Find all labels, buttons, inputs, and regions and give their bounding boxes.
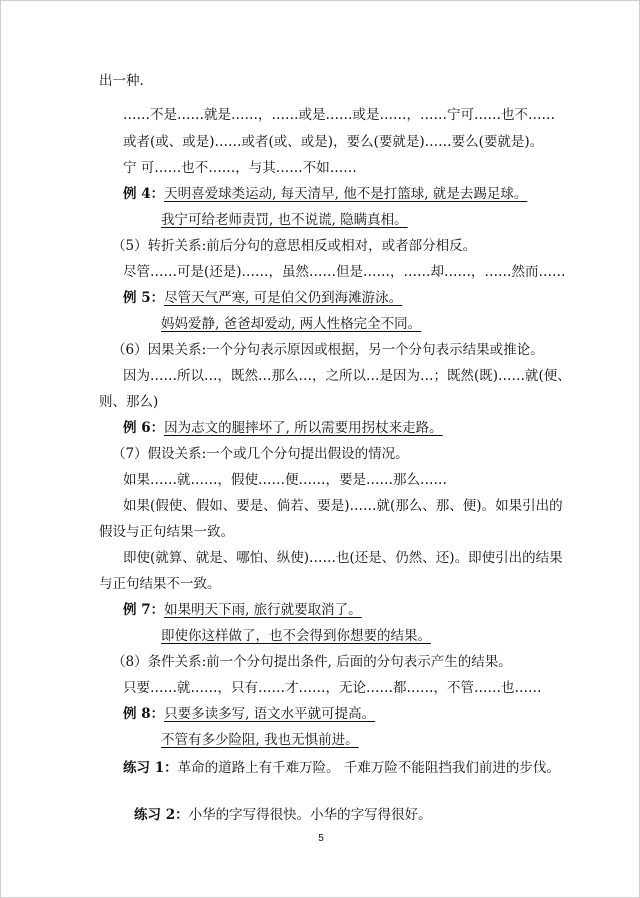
text-line: 出一种. [99, 73, 144, 89]
category-6 [112, 340, 544, 360]
example-sentence: 我宁可给老师责罚, 也不说谎, 隐瞒真相。 [161, 212, 408, 228]
example-sentence: 尽管天气严寒, 可是伯父仍到海滩游泳。 [164, 290, 403, 306]
page-number: 5 [318, 833, 324, 844]
example-label: 例 7： [123, 602, 165, 618]
text-line: 与正句结果不一致。 [99, 576, 221, 592]
example-sentence: 因为志文的腿摔坏了, 所以需要用拐杖来走路。 [164, 420, 443, 436]
example-5-second [161, 314, 421, 334]
category-5 [112, 236, 476, 256]
example-label: 例 6： [123, 420, 165, 436]
text-line: 如果……就……，假使……便……，要是……那么…… [123, 472, 447, 488]
text-line: 则、那么) [99, 394, 159, 410]
example-8-second [161, 730, 359, 750]
text-line: 即使(就算、就是、哪怕、纵使)……也(还是、仍然、还)。即使引出的结果 [123, 550, 563, 566]
example-7 [123, 600, 362, 620]
category-label: 因果关系 [147, 342, 202, 358]
text-line: 尽管……可是(还是)……，虽然……但是……，……却……，……然而…… [123, 264, 566, 280]
example-sentence: 只要多读多写, 语文水平就可提高。 [164, 706, 376, 722]
example-sentence: 妈妈爱静, 爸爸却爱动, 两人性格完全不同。 [161, 316, 422, 332]
example-4 [123, 184, 527, 204]
exercise-1 [123, 758, 560, 778]
text-line: 只要……就……，只有……才……，无论……都……，不管……也…… [123, 680, 542, 696]
category-number: （6） [112, 342, 148, 358]
category-desc: :一个分句表示原因或根据，另一个分句表示结果或推论。 [201, 342, 544, 358]
category-number: （5） [112, 238, 148, 254]
category-7 [112, 444, 409, 464]
example-8 [123, 704, 375, 724]
category-label: 转折关系 [147, 238, 202, 254]
example-sentence: 即使你这样做了，也不会得到你想要的结果。 [161, 628, 431, 644]
text-line: 假设与正句结果一致。 [99, 524, 234, 540]
example-4-second [161, 210, 408, 230]
exercise-text: 革命的道路上有千难万险。 千难万险不能阻挡我们前进的步伐。 [177, 760, 560, 776]
category-label: 条件关系 [147, 654, 202, 670]
example-sentence: 不管有多少险阻, 我也无惧前进。 [161, 732, 359, 748]
example-sentence: 天明喜爱球类运动, 每天清早, 他不是打篮球, 就是去踢足球。 [164, 186, 528, 202]
example-7-second [161, 626, 431, 646]
example-label: 例 8： [123, 706, 165, 722]
category-label: 假设关系 [147, 446, 202, 462]
text-line: 或者(或、或是)……或者(或、或是)，要么(要就是)……要么(要就是)。 [123, 134, 544, 150]
exercise-text: 小华的字写得很快。小华的字写得很好。 [188, 807, 432, 823]
category-desc: :前一个分句提出条件, 后面的分句表示产生的结果。 [201, 654, 512, 670]
exercise-label: 练习 2： [134, 807, 189, 823]
exercise-2 [134, 805, 432, 825]
category-number: （8） [112, 654, 148, 670]
exercise-label: 练习 1： [123, 760, 178, 776]
category-8 [112, 652, 512, 672]
example-label: 例 4： [123, 186, 165, 202]
category-desc: :前后分句的意思相反或相对，或者部分相反。 [201, 238, 477, 254]
text-line: ……不是……就是……，……或是……或是……，……宁可……也不…… [123, 107, 555, 123]
example-6 [123, 418, 443, 438]
text-line: 因为……所以…，既然…那么…，之所以…是因为…；既然(既)……就(便、 [123, 368, 571, 384]
example-sentence: 如果明天下雨, 旅行就要取消了。 [164, 602, 362, 618]
category-desc: :一个或几个分句提出假设的情况。 [201, 446, 409, 462]
text-line: 宁 可……也不……，与其……不如…… [123, 160, 357, 176]
text-line: 如果(假使、假如、要是、倘若、要是)……就(那么、那、便)。如果引出的 [123, 498, 563, 514]
example-5 [123, 288, 402, 308]
category-number: （7） [112, 446, 148, 462]
example-label: 例 5： [123, 290, 165, 306]
